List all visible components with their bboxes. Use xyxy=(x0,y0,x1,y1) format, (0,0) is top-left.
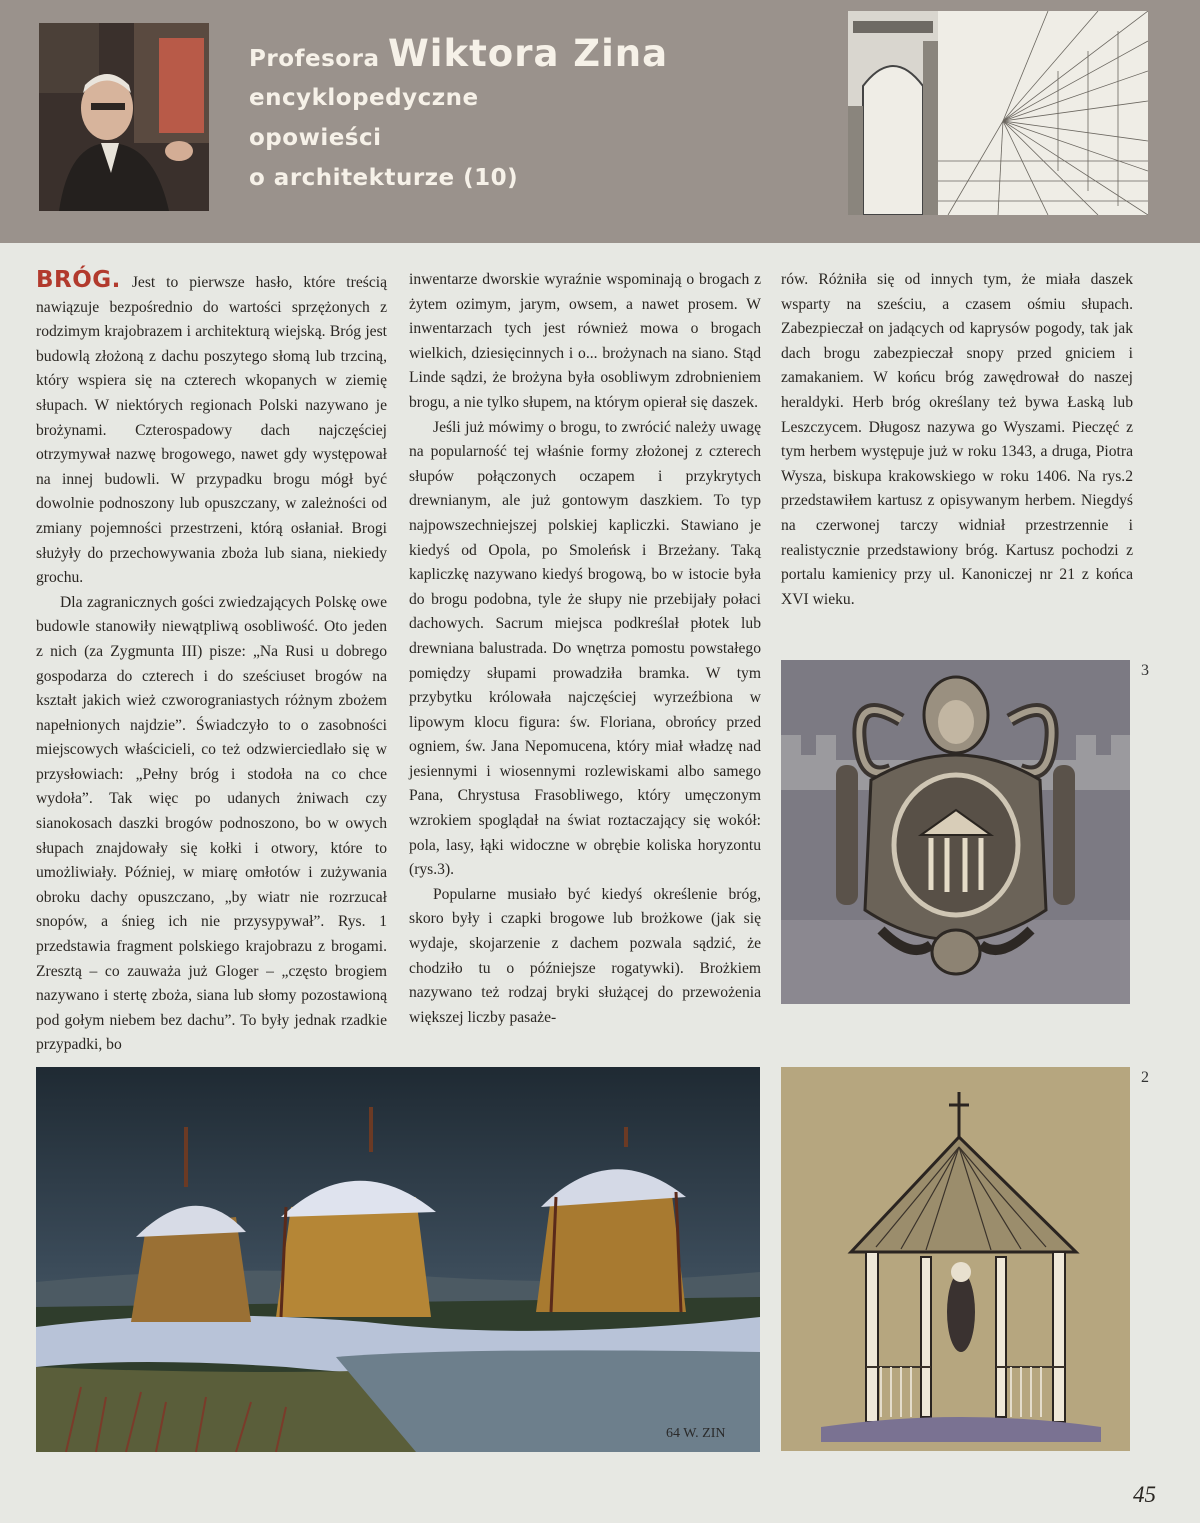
figure-number-3: 3 xyxy=(1141,662,1149,679)
figure-cartouche-drawing xyxy=(781,660,1130,1004)
author-name: Wiktora Zina xyxy=(387,32,669,75)
figure-haystacks-painting xyxy=(36,1067,760,1452)
header-band xyxy=(0,0,1200,243)
author-portrait-photo xyxy=(39,23,209,211)
paragraph: Popularne musiało być kiedyś określenie bróg, skoro były i czapki brogowe lub brożkowe (jak się wydaje, skojarzenie z dachem pozwala sądzić, że chodziło tu o późniejsze rogatywki). Brożkiem nazywano też rodzaj bryki służącej do przewożenia większej liczby pasaże- xyxy=(409,885,761,1026)
title-line-4: o architekturze (10) xyxy=(249,165,519,191)
paragraph: Jeśli już mówimy o brogu, to zwrócić należy uwagę na popularność tej właśnie formy złożonej z czterech słupów połączonych oczapem i przykrytych drewnianym, ale już gontowym daszkiem. To typ najpowszechniejszej polskiej kapliczki. Stawiano je kiedyś od Opola, po Smoleńsk i Brzeżany. Taką kapliczkę nazywano kiedyś brogową, bo w istocie była do brogu podobna, tyle że słupy nie przebijały połaci dachowych. Sacrum miejsca podkreślał płotek lub drewniana balustrada. Do wnętrza pomostu powstałego pomiędzy słupami prowadziła bramka. W tym przybytku królowała najczęściej wyrzeźbiona w lipowym klocu figura: św. Floriana, obrońcy przed ogniem, św. Jana Nepomucena, który miał władzę nad jesiennymi i wiosennymi rozlewiskami albo samego Pana, Chrystusa Frasobliwego, który umęczonym wzrokiem spoglądał na świat roztaczający się wokół: pola, lasy, łąki widoczne w obrębie koliska horyzontu (rys.3). xyxy=(409,418,761,879)
paragraph: Dla zagranicznych gości zwiedzających Polskę owe budowle stanowiły niewątpliwą osobliwość. Oto jeden z nich (za Zygmunta III) pisze: „Na Rusi u dobrego gospodarza do czterech i do sześciuset brogów na kształt jakich wież czworograniastych różnym zbożem napełnionych najdzie”. Świadczyło to o zasobności miejscowych właścicieli, co też odzwierciedlało się w przysłowiach: „Pełny bróg i stodoła na co chce wydoła”. Tak więc po udanych żniwach czy sianokosach daszki brogów podnoszono, bo w owych słupach znajdowały się kołki i otwory, które to umożliwiały. Później, w miarę omłotów i zużywania obroku dachy opuszczano, „by wiatr nie rozrzucał snopów, a śnieg ich nie przysypywał”. Rys. 1 przedstawia fragment polskiego krajobrazu z brogami. Zresztą – co zauważa już Gloger – „często brogiem nazywano i stertę zboża, siana lub słomy pozostawioną pod gołym niebem bez dachu”. To były jednak rzadkie przypadki, bo xyxy=(36,593,387,1054)
headword: BRÓG. xyxy=(36,267,121,293)
series-title xyxy=(249,30,668,198)
title-line-2: encyklopedyczne xyxy=(249,85,479,111)
article-column-1 xyxy=(36,268,387,1058)
figure-chapel-drawing xyxy=(781,1067,1130,1451)
paragraph xyxy=(36,268,387,591)
page-number: 45 xyxy=(1133,1482,1156,1507)
paragraph: rów. Różniła się od innych tym, że miała daszek wsparty na sześciu, a czasem ośmiu słupach. Zabezpieczał on jadących od kaprysów pogody, tak jak dach brogu zabezpieczał snopy przed gniciem i zamakaniem. W końcu bróg zawędrował do naszej heraldyki. Herb bróg określany też bywa Łaską lub Leszczycem. Długosz nazywa go Wyszami. Pieczęć z tym herbem występuje już w roku 1343, a druga, Piotra Wysza, biskupa krakowskiego w roku 1406. Na rys.2 przedstawiłem kartusz z opisywanym herbem. Niegdyś na czerwonej tarczy widniał przestrzennie i realistycznie przedstawiony bróg. Kartusz pochodzi z portalu kamienicy przy ul. Kanoniczej nr 21 z końca XVI wieku. xyxy=(781,271,1133,608)
paragraph-text: Jest to pierwsze hasło, które treścią nawiązuje bezpośrednio do wartości sprzężonych z rodzimym krajobrazem i architekturą wiejską. Bróg jest budowlą złożoną z dachu poszytego słomą lub trzciną, który wspiera się na czterech wkopanych w ziemię słupach. W niektórych regionach Polski nazywano je brożynami. Czterospadowy dach najczęściej otrzymywał nazwę brogowego, nawet gdy występował na innej budowli. W przypadku brogu mógł być dowolnie podnoszony lub opuszczany, w zależności od zmiany pojemności przestrzeni, którą osłaniał. Brogi służyły do przechowywania zboża lub siana, niekiedy grochu. xyxy=(36,274,387,587)
title-prefix: Profesora xyxy=(249,46,380,72)
figure-number-2: 2 xyxy=(1141,1069,1149,1086)
perspective-drawing xyxy=(848,11,1148,215)
article-column-2 xyxy=(409,268,761,1030)
paragraph: inwentarze dworskie wyraźnie wspominają o brogach z żytem ozimym, jarym, owsem, a nawet prosem. W inwentarzach tych jest również mowa o brogach wielkich, dziesięcinnych i o... brożynach na siano. Stąd Linde sądzi, że brożyna była osobliwym zdrobnieniem brogu, a nie tylko słupem, na którym opierał się daszek. xyxy=(409,271,761,411)
article-column-3 xyxy=(781,268,1133,612)
painting-signature: 64 W. ZIN xyxy=(666,1426,726,1441)
title-line-3: opowieści xyxy=(249,125,382,151)
